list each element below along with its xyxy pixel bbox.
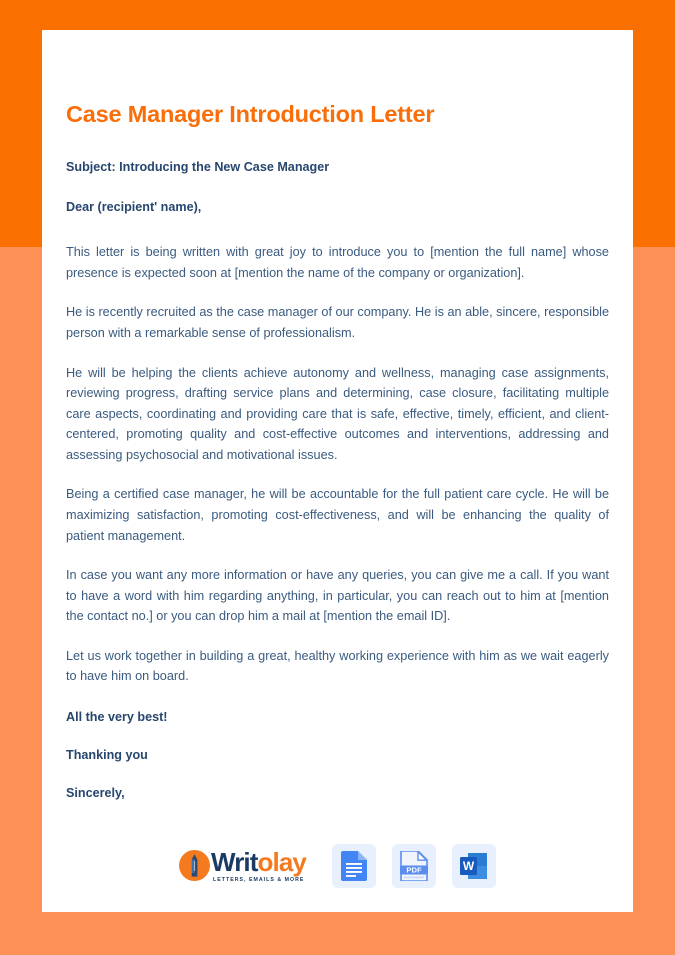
logo-word-dark: Writ [211,846,258,877]
download-pdf-button[interactable] [392,844,436,888]
body-paragraph: He is recently recruited as the case manager of our company. He is an able, sincere, responsible person with a remarkable sense of professionalism. [66,305,609,340]
body-paragraph: He will be helping the clients achieve autonomy and wellness, managing case assignments, reviewing progress, drafting service plans and determining, case closure, facilitating multiple care aspects, coordinating and providing care that is safe, effective, timely, efficient, and client-centered, promoting quality and cost-effective outcomes and interventions, addressing and assessing psychosocial and motivational issues. [66,365,609,462]
word-label: W [462,859,475,873]
logo-text [211,846,306,883]
pen-circle-icon [179,850,210,881]
body-paragraph: This letter is being written with great joy to introduce you to [mention the full name] whose presence is expected soon at [mention the name of the company or organization]. [66,245,609,280]
download-word-button[interactable] [452,844,496,888]
writolay-logo[interactable] [179,846,306,883]
closing-line: All the very best! [66,710,168,725]
download-buttons [332,844,496,888]
pdf-icon [400,851,428,881]
letter-content [66,100,609,823]
letter-page [42,30,633,912]
logo-tagline: LETTERS, EMAILS & MORE [213,876,305,883]
closing-line: Thanking you [66,748,148,763]
footer [42,844,633,888]
logo-word-accent: olay [257,846,306,877]
word-icon [459,851,489,881]
download-google-docs-button[interactable] [332,844,376,888]
salutation: Dear (recipient' name), [66,200,202,215]
body-paragraph: In case you want any more information or have any queries, you can give me a call. If you want to have a word with him regarding anything, in particular, you can reach out to him at [mention the contact no.] or you can drop him a mail at [mention the email ID]. [66,568,609,624]
signature-line: Sincerely, [66,786,125,801]
subject-line: Subject: Introducing the New Case Manager [66,160,330,175]
body-paragraph: Let us work together in building a great, healthy working experience with him as we wait eagerly to have him on board. [66,648,609,684]
google-docs-icon [341,851,367,881]
body-paragraph: Being a certified case manager, he will be accountable for the full patient care cycle. He will be maximizing satisfaction, promoting cost-effectiveness, and will be enhancing the quality of patient management. [66,487,609,543]
logo-wordmark [211,846,306,877]
pdf-label: PDF [406,865,422,875]
page-title: Case Manager Introduction Letter [66,101,435,127]
